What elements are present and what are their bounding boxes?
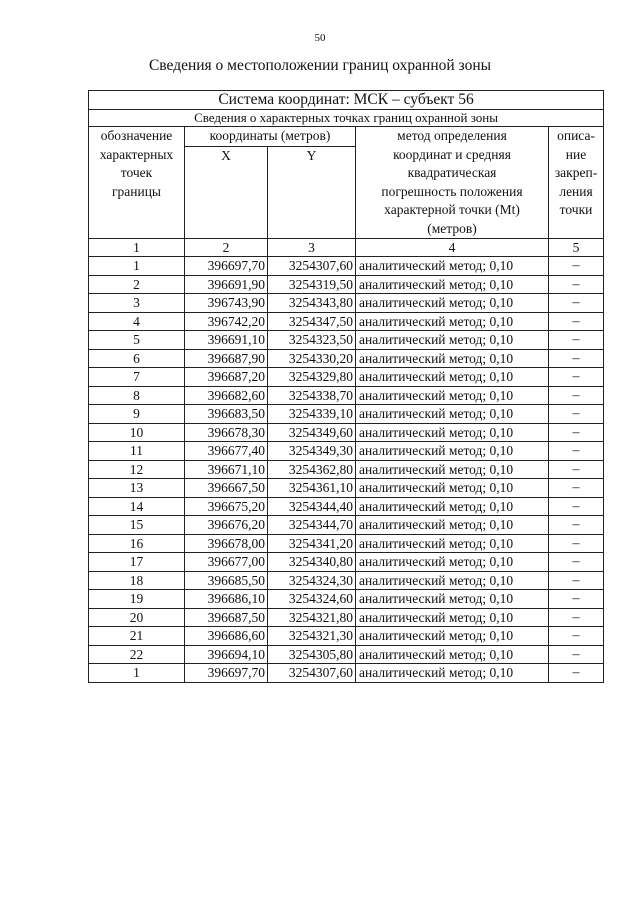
description-cell: –: [549, 386, 604, 405]
coordinate-system-label: Система координат: МСК – субъект 56: [89, 91, 604, 110]
y-coordinate-cell: 3254361,10: [268, 479, 356, 498]
x-coordinate-cell: 396671,10: [185, 460, 268, 479]
boundary-points-table: [88, 90, 604, 683]
point-number-cell: 10: [89, 423, 185, 442]
y-coordinate-cell: 3254338,70: [268, 386, 356, 405]
description-cell: –: [549, 497, 604, 516]
header-line: погрешность положения: [381, 183, 523, 199]
description-cell: –: [549, 460, 604, 479]
table-row: [89, 571, 604, 590]
point-number-cell: 5: [89, 331, 185, 350]
column-number: 2: [185, 239, 268, 257]
table-row: [89, 627, 604, 646]
method-cell: аналитический метод; 0,10: [356, 423, 549, 442]
header-y: Y: [268, 147, 356, 239]
x-coordinate-cell: 396697,70: [185, 664, 268, 683]
x-coordinate-cell: 396687,50: [185, 608, 268, 627]
header-line: закреп-: [554, 165, 598, 180]
description-cell: –: [549, 405, 604, 424]
header-x: X: [185, 147, 268, 239]
description-cell: –: [549, 349, 604, 368]
method-cell: аналитический метод; 0,10: [356, 460, 549, 479]
method-cell: аналитический метод; 0,10: [356, 534, 549, 553]
table-row: [89, 275, 604, 294]
description-cell: –: [549, 275, 604, 294]
point-number-cell: 4: [89, 312, 185, 331]
table-row: [89, 349, 604, 368]
y-coordinate-cell: 3254341,20: [268, 534, 356, 553]
method-cell: аналитический метод; 0,10: [356, 516, 549, 535]
header-line: обозначение: [100, 128, 173, 143]
x-coordinate-cell: 396686,10: [185, 590, 268, 609]
y-coordinate-cell: 3254307,60: [268, 664, 356, 683]
header-line: ние: [565, 146, 587, 162]
method-cell: аналитический метод; 0,10: [356, 442, 549, 461]
method-cell: аналитический метод; 0,10: [356, 497, 549, 516]
x-coordinate-cell: 396685,50: [185, 571, 268, 590]
point-number-cell: 14: [89, 497, 185, 516]
method-cell: аналитический метод; 0,10: [356, 386, 549, 405]
table-row: [89, 608, 604, 627]
y-coordinate-cell: 3254324,30: [268, 571, 356, 590]
x-coordinate-cell: 396678,00: [185, 534, 268, 553]
point-number-cell: 2: [89, 275, 185, 294]
description-cell: –: [549, 479, 604, 498]
x-coordinate-cell: 396677,40: [185, 442, 268, 461]
point-number-cell: 13: [89, 479, 185, 498]
point-number-cell: 20: [89, 608, 185, 627]
method-cell: аналитический метод; 0,10: [356, 405, 549, 424]
description-cell: –: [549, 516, 604, 535]
table-row: [89, 479, 604, 498]
y-coordinate-cell: 3254362,80: [268, 460, 356, 479]
x-coordinate-cell: 396677,00: [185, 553, 268, 572]
header-line: метод определения: [397, 128, 507, 143]
table-row: [89, 497, 604, 516]
y-coordinate-cell: 3254329,80: [268, 368, 356, 387]
header-method: [356, 127, 549, 239]
method-cell: аналитический метод; 0,10: [356, 645, 549, 664]
y-coordinate-cell: 3254344,40: [268, 497, 356, 516]
method-cell: аналитический метод; 0,10: [356, 479, 549, 498]
table-row: [89, 405, 604, 424]
method-cell: аналитический метод; 0,10: [356, 312, 549, 331]
y-coordinate-cell: 3254305,80: [268, 645, 356, 664]
y-coordinate-cell: 3254339,10: [268, 405, 356, 424]
point-number-cell: 7: [89, 368, 185, 387]
x-coordinate-cell: 396683,50: [185, 405, 268, 424]
x-coordinate-cell: 396678,30: [185, 423, 268, 442]
column-number: 5: [549, 239, 604, 257]
description-cell: –: [549, 294, 604, 313]
description-cell: –: [549, 368, 604, 387]
point-number-cell: 22: [89, 645, 185, 664]
header-line: ления: [559, 183, 593, 199]
y-coordinate-cell: 3254340,80: [268, 553, 356, 572]
header-coordinates: координаты (метров): [185, 127, 356, 147]
header-line: описа-: [557, 128, 595, 143]
point-number-cell: 19: [89, 590, 185, 609]
header-line: (метров): [427, 220, 477, 236]
x-coordinate-cell: 396691,90: [185, 275, 268, 294]
document-title: Сведения о местоположении границ охранной зоны: [148, 57, 492, 74]
header-description: [549, 127, 604, 239]
x-coordinate-cell: 396743,90: [185, 294, 268, 313]
point-number-cell: 1: [89, 664, 185, 683]
description-cell: –: [549, 608, 604, 627]
table-row: [89, 368, 604, 387]
y-coordinate-cell: 3254349,30: [268, 442, 356, 461]
method-cell: аналитический метод; 0,10: [356, 627, 549, 646]
point-number-cell: 18: [89, 571, 185, 590]
y-coordinate-cell: 3254321,30: [268, 627, 356, 646]
x-coordinate-cell: 396676,20: [185, 516, 268, 535]
method-cell: аналитический метод; 0,10: [356, 553, 549, 572]
x-coordinate-cell: 396697,70: [185, 257, 268, 276]
table-body: [89, 257, 604, 683]
point-number-cell: 8: [89, 386, 185, 405]
table-row: [89, 442, 604, 461]
table-row: [89, 386, 604, 405]
point-number-cell: 15: [89, 516, 185, 535]
page-number: 50: [314, 32, 326, 44]
table-row: [89, 423, 604, 442]
x-coordinate-cell: 396687,20: [185, 368, 268, 387]
header-line: квадратическая: [407, 165, 497, 180]
description-cell: –: [549, 553, 604, 572]
method-cell: аналитический метод; 0,10: [356, 590, 549, 609]
y-coordinate-cell: 3254321,80: [268, 608, 356, 627]
table-row: [89, 664, 604, 683]
method-cell: аналитический метод; 0,10: [356, 294, 549, 313]
header-line: границы: [111, 183, 162, 199]
table-row: [89, 590, 604, 609]
x-coordinate-cell: 396682,60: [185, 386, 268, 405]
point-number-cell: 12: [89, 460, 185, 479]
point-number-cell: 6: [89, 349, 185, 368]
point-number-cell: 9: [89, 405, 185, 424]
table-subtitle: Сведения о характерных точках границ охранной зоны: [89, 110, 604, 127]
point-number-cell: 16: [89, 534, 185, 553]
description-cell: –: [549, 627, 604, 646]
method-cell: аналитический метод; 0,10: [356, 257, 549, 276]
description-cell: –: [549, 645, 604, 664]
table-row: [89, 331, 604, 350]
description-cell: –: [549, 664, 604, 683]
column-number: 3: [268, 239, 356, 257]
point-number-cell: 21: [89, 627, 185, 646]
y-coordinate-cell: 3254319,50: [268, 275, 356, 294]
description-cell: –: [549, 442, 604, 461]
table-row: [89, 534, 604, 553]
description-cell: –: [549, 257, 604, 276]
method-cell: аналитический метод; 0,10: [356, 664, 549, 683]
header-point-designation: [89, 127, 185, 239]
header-line: характерной точки (Mt): [384, 202, 520, 217]
y-coordinate-cell: 3254349,60: [268, 423, 356, 442]
header-line: точки: [559, 202, 593, 217]
method-cell: аналитический метод; 0,10: [356, 608, 549, 627]
y-coordinate-cell: 3254330,20: [268, 349, 356, 368]
x-coordinate-cell: 396694,10: [185, 645, 268, 664]
table-row: [89, 312, 604, 331]
description-cell: –: [549, 312, 604, 331]
description-cell: –: [549, 590, 604, 609]
y-coordinate-cell: 3254344,70: [268, 516, 356, 535]
method-cell: аналитический метод; 0,10: [356, 368, 549, 387]
x-coordinate-cell: 396691,10: [185, 331, 268, 350]
table-row: [89, 516, 604, 535]
y-coordinate-cell: 3254324,60: [268, 590, 356, 609]
table-row: [89, 645, 604, 664]
method-cell: аналитический метод; 0,10: [356, 331, 549, 350]
column-number: 1: [89, 239, 185, 257]
description-cell: –: [549, 423, 604, 442]
method-cell: аналитический метод; 0,10: [356, 349, 549, 368]
x-coordinate-cell: 396675,20: [185, 497, 268, 516]
y-coordinate-cell: 3254343,80: [268, 294, 356, 313]
point-number-cell: 11: [89, 442, 185, 461]
method-cell: аналитический метод; 0,10: [356, 571, 549, 590]
y-coordinate-cell: 3254347,50: [268, 312, 356, 331]
x-coordinate-cell: 396667,50: [185, 479, 268, 498]
y-coordinate-cell: 3254323,50: [268, 331, 356, 350]
description-cell: –: [549, 534, 604, 553]
x-coordinate-cell: 396686,60: [185, 627, 268, 646]
x-coordinate-cell: 396742,20: [185, 312, 268, 331]
x-coordinate-cell: 396687,90: [185, 349, 268, 368]
header-line: координат и средняя: [393, 146, 511, 162]
column-number: 4: [356, 239, 549, 257]
table-row: [89, 257, 604, 276]
point-number-cell: 3: [89, 294, 185, 313]
table-row: [89, 294, 604, 313]
description-cell: –: [549, 571, 604, 590]
table-row: [89, 553, 604, 572]
header-line: характерных: [99, 146, 174, 162]
description-cell: –: [549, 331, 604, 350]
table-row: [89, 460, 604, 479]
point-number-cell: 17: [89, 553, 185, 572]
header-line: точек: [120, 165, 153, 180]
method-cell: аналитический метод; 0,10: [356, 275, 549, 294]
point-number-cell: 1: [89, 257, 185, 276]
y-coordinate-cell: 3254307,60: [268, 257, 356, 276]
